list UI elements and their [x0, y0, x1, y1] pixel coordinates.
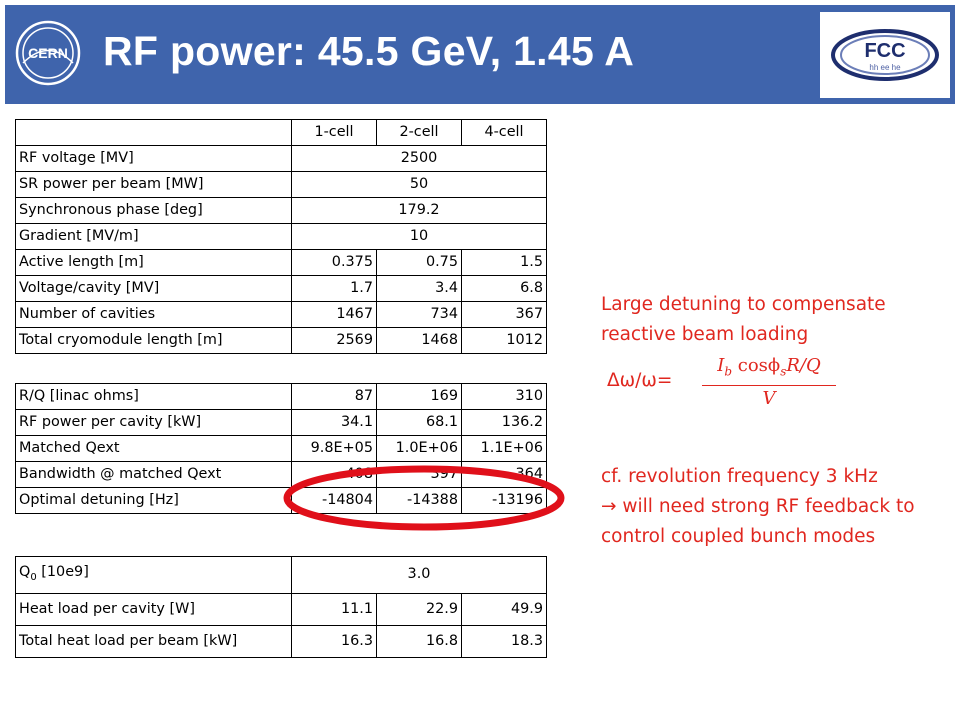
note-line5: control coupled bunch modes [601, 526, 876, 547]
table-row [16, 384, 547, 410]
cell-1cell: 11.1 [292, 593, 377, 625]
table-row [16, 328, 547, 354]
cell-2cell: 397 [377, 462, 462, 488]
cell-1cell: 1467 [292, 302, 377, 328]
cell-4cell: 18.3 [462, 625, 547, 657]
cell-4cell: 310 [462, 384, 547, 410]
row-merged-value: 3.0 [292, 557, 547, 594]
cell-4cell: 367 [462, 302, 547, 328]
row-label: Total heat load per beam [kW] [16, 625, 292, 657]
row-merged-value: 179.2 [292, 198, 547, 224]
row-label: Active length [m] [16, 250, 292, 276]
cell-2cell: 1468 [377, 328, 462, 354]
cell-2cell: -14388 [377, 488, 462, 514]
table-row [16, 625, 547, 657]
cell-4cell: -13196 [462, 488, 547, 514]
fcc-logo-text: FCC [864, 40, 906, 62]
cell-2cell: 68.1 [377, 410, 462, 436]
slide-title: RF power: 45.5 GeV, 1.45 A [103, 28, 635, 74]
rf-parameters-table [15, 383, 547, 514]
row-label: Total cryomodule length [m] [16, 328, 292, 354]
row-label: SR power per beam [MW] [16, 172, 292, 198]
cell-2cell: 169 [377, 384, 462, 410]
formula-numerator [702, 354, 836, 384]
table-row [16, 172, 547, 198]
table-row [16, 276, 547, 302]
cell-1cell: -14804 [292, 488, 377, 514]
table-header-row [16, 120, 547, 146]
row-label: Synchronous phase [deg] [16, 198, 292, 224]
q0-label [16, 557, 292, 594]
row-label: Bandwidth @ matched Qext [16, 462, 292, 488]
cell-1cell: 34.1 [292, 410, 377, 436]
row-label: R/Q [linac ohms] [16, 384, 292, 410]
cell-2cell: 734 [377, 302, 462, 328]
table-row [16, 198, 547, 224]
cavity-parameters-table [15, 119, 547, 354]
row-label: RF voltage [MV] [16, 146, 292, 172]
cell-4cell: 1.1E+06 [462, 436, 547, 462]
table-row [16, 462, 547, 488]
cell-1cell: 9.8E+05 [292, 436, 377, 462]
note-line4-text: will need strong RF feedback to [616, 496, 915, 517]
cell-4cell: 1012 [462, 328, 547, 354]
cell-2cell: 22.9 [377, 593, 462, 625]
cell-4cell: 364 [462, 462, 547, 488]
cell-1cell: 0.375 [292, 250, 377, 276]
formula-fraction [702, 354, 836, 410]
row-merged-value: 2500 [292, 146, 547, 172]
q0-label-rest: [10e9] [36, 564, 89, 580]
table-row [16, 488, 547, 514]
table-header-1cell: 1-cell [292, 120, 377, 146]
cell-2cell: 1.0E+06 [377, 436, 462, 462]
cell-2cell: 16.8 [377, 625, 462, 657]
cell-4cell: 136.2 [462, 410, 547, 436]
formula-num-cos: cosϕ [732, 355, 781, 376]
cell-4cell: 6.8 [462, 276, 547, 302]
note-line3: cf. revolution frequency 3 kHz [601, 466, 878, 487]
note-feedback [601, 462, 915, 552]
cell-1cell: 408 [292, 462, 377, 488]
formula-num-sub-b: b [724, 364, 733, 379]
row-label: Matched Qext [16, 436, 292, 462]
cell-1cell: 1.7 [292, 276, 377, 302]
table-header-4cell: 4-cell [462, 120, 547, 146]
note-line4 [601, 492, 915, 522]
table-row [16, 557, 547, 594]
formula-lhs: Δω/ω= [607, 370, 673, 391]
cern-logo-text: CERN [28, 45, 68, 61]
heat-load-table [15, 556, 547, 658]
fcc-logo-box [820, 12, 950, 98]
cern-logo-icon [13, 18, 83, 88]
row-label: Optimal detuning [Hz] [16, 488, 292, 514]
row-label: Gradient [MV/m] [16, 224, 292, 250]
row-label: Heat load per cavity [W] [16, 593, 292, 625]
row-label: Number of cavities [16, 302, 292, 328]
row-label: RF power per cavity [kW] [16, 410, 292, 436]
q0-label-sub: 0 [30, 571, 37, 583]
cell-2cell: 0.75 [377, 250, 462, 276]
fcc-logo-icon [820, 12, 950, 98]
note-line1: Large detuning to compensate [601, 294, 886, 315]
table-row [16, 250, 547, 276]
table-row [16, 436, 547, 462]
formula-num-i: I [717, 355, 725, 376]
note-line2: reactive beam loading [601, 324, 809, 345]
table-row [16, 593, 547, 625]
q0-label-main: Q [19, 564, 31, 580]
row-merged-value: 50 [292, 172, 547, 198]
table-row [16, 146, 547, 172]
fcc-logo-subtext: hh ee he [869, 63, 901, 72]
table-row [16, 224, 547, 250]
table-header-empty [16, 120, 292, 146]
right-arrow-icon: → [601, 496, 617, 517]
formula-num-rq: R/Q [786, 355, 821, 376]
table-row [16, 410, 547, 436]
formula-denominator: V [762, 387, 776, 409]
table-header-2cell: 2-cell [377, 120, 462, 146]
slide-header [0, 0, 960, 106]
table-row [16, 302, 547, 328]
note-detuning [601, 290, 886, 350]
cell-4cell: 1.5 [462, 250, 547, 276]
formula-num-sub-s: s [780, 364, 787, 379]
cell-1cell: 16.3 [292, 625, 377, 657]
row-label: Voltage/cavity [MV] [16, 276, 292, 302]
row-merged-value: 10 [292, 224, 547, 250]
cell-4cell: 49.9 [462, 593, 547, 625]
formula-fraction-bar [702, 385, 836, 386]
cell-1cell: 87 [292, 384, 377, 410]
cell-2cell: 3.4 [377, 276, 462, 302]
cell-1cell: 2569 [292, 328, 377, 354]
